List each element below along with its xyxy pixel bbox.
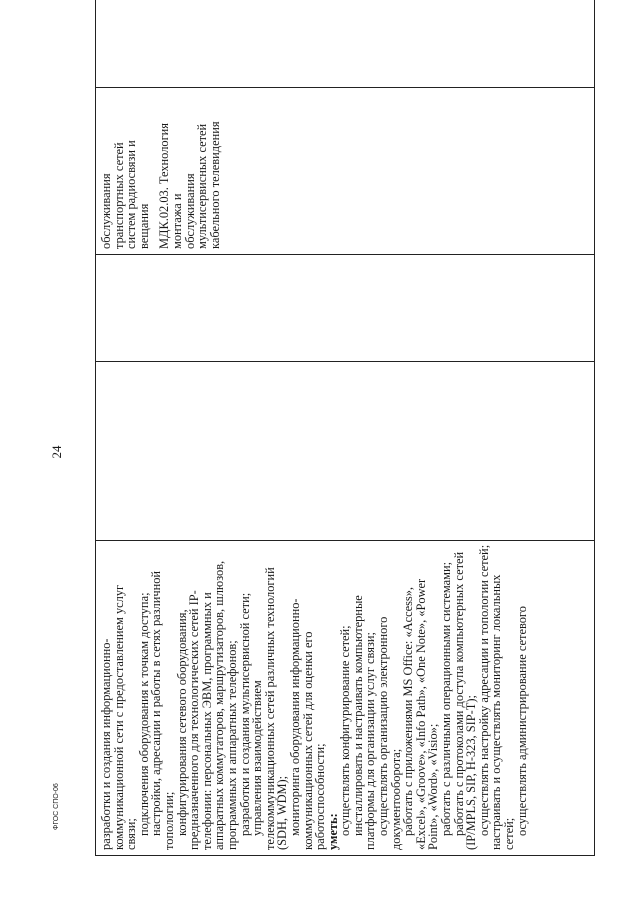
skills-line: разработки и создания мультисервисной сети; xyxy=(237,592,252,836)
mdk-line: обслуживания xyxy=(182,173,197,249)
mdk-line: монтажа и xyxy=(169,193,184,249)
skills-line: Point», «Word», «Visio»; xyxy=(426,723,441,850)
skills-line: связи; xyxy=(124,818,139,850)
umet-label: уметь: xyxy=(325,813,340,850)
skills-line: осуществлять администрирование сетевого xyxy=(514,606,529,836)
empty-cell xyxy=(96,255,595,362)
skills-line: документооборота; xyxy=(388,748,403,850)
skills-cell xyxy=(96,541,595,856)
empty-cell xyxy=(96,362,595,541)
mdk-line: транспортных сетей xyxy=(111,142,126,249)
skills-line: конфигурирования сетевого оборудования, xyxy=(174,609,189,836)
rotated-table-wrapper xyxy=(95,28,595,856)
skills-line: программных и аппаратных телефонов; xyxy=(224,640,239,850)
skills-line: разработки и создания информационно- xyxy=(99,638,113,850)
skills-line: работать с протоколами доступа компьютерных сетей xyxy=(451,551,466,836)
mdk-line: обслуживания xyxy=(99,173,113,249)
mdk-line: МДК.02.03. Технология xyxy=(157,123,172,249)
skills-line: инсталлировать и настраивать компьютерные xyxy=(350,595,365,836)
competency-table xyxy=(95,0,595,856)
skills-line: (SDH, WDM); xyxy=(275,775,290,850)
skills-line: настраивать и осуществлять мониторинг локальных xyxy=(489,574,504,850)
skills-line: (IP/MPLS, SIP, H-323, SIP-T); xyxy=(464,695,479,850)
skills-line: аппаратных коммутаторов, маршрутизаторов, шлюзов, xyxy=(212,560,227,850)
skills-line: осуществлять конфигурирование сетей; xyxy=(338,625,353,836)
skills-line: телефонии: персональных ЭВМ, программных и xyxy=(199,592,214,850)
footer-label: ФГОС СПО-06 xyxy=(53,783,60,830)
skills-line: сетей; xyxy=(502,817,516,850)
skills-line: работоспособности; xyxy=(313,743,328,850)
mdk-cell xyxy=(96,88,595,255)
skills-line: коммуникационных сетей для оценки его xyxy=(300,631,315,850)
mdk-line: мультисервисных сетей xyxy=(195,123,210,249)
skills-line: осуществлять организацию электронного xyxy=(376,616,391,836)
skills-line: телекоммуникационных сетей различных технологий xyxy=(262,567,277,850)
skills-line: топологии; xyxy=(161,791,176,850)
skills-line: «Excel», «Groove», «Info Path», «One Note», «Power xyxy=(413,578,428,850)
skills-line: подключения оборудования к точкам доступа; xyxy=(136,592,151,836)
skills-line: мониторинга оборудования информационно- xyxy=(287,598,302,836)
empty-cell xyxy=(96,0,595,88)
skills-line: работать с приложениями MS Office: «Access», xyxy=(401,586,416,836)
skills-line: предназначенного для технологических сетей IP- xyxy=(187,590,202,850)
mdk-line: систем радиосвязи и xyxy=(124,140,139,249)
mdk-line: кабельного телевидения xyxy=(207,121,222,249)
skills-line: платформы для организации услуг связи; xyxy=(363,632,378,850)
skills-line: управления взаимодействием xyxy=(250,680,265,836)
skills-line: работать с различными операционными системами; xyxy=(439,561,454,836)
skills-line: коммуникационной сети с предоставлением услуг xyxy=(111,584,126,850)
mdk-line: вещания xyxy=(136,203,151,249)
skills-line: осуществлять настройку адресации и топологии сетей; xyxy=(476,544,491,836)
table-row xyxy=(96,0,595,856)
skills-line: настройки, адресации и работы в сетях различной xyxy=(149,570,164,836)
page-number: 24 xyxy=(49,445,64,459)
